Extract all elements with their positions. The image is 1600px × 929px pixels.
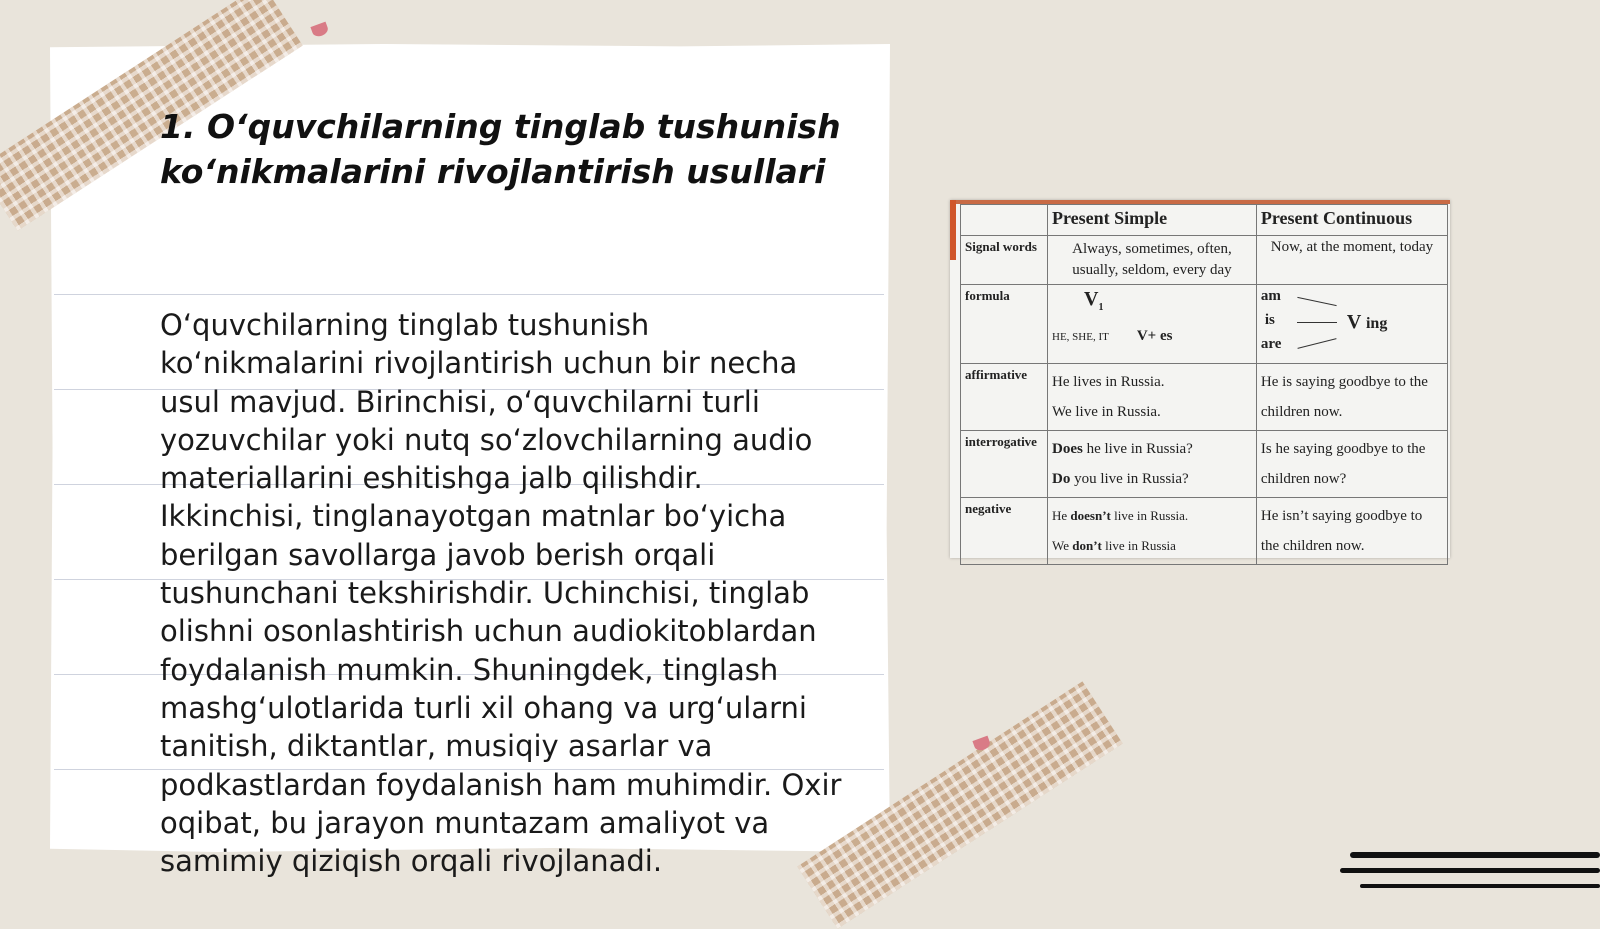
- example-line: We don’t live in Russia: [1052, 538, 1176, 553]
- arrow-icon: [1297, 322, 1337, 323]
- example-line: Do you live in Russia?: [1052, 471, 1189, 487]
- formula-continuous: [1256, 285, 1447, 364]
- header-present-simple: Present Simple: [1048, 205, 1257, 236]
- brush-stroke: [1340, 868, 1600, 873]
- row-label-negative: negative: [961, 498, 1048, 565]
- paper-rule: [54, 294, 884, 295]
- row-label-affirmative: affirmative: [961, 364, 1048, 431]
- grammar-table-image: [950, 200, 1450, 558]
- row-label-interrogative: interrogative: [961, 431, 1048, 498]
- header-empty: [961, 205, 1048, 236]
- formula-am: am: [1260, 288, 1281, 304]
- formula-are: are: [1260, 336, 1282, 352]
- brush-stroke: [1360, 884, 1600, 888]
- slide-title: 1. O‘quvchilarning tinglab tushunish ko‘nikmalarini rivojlantirish usullari: [160, 107, 841, 191]
- formula-v-ing: V ing: [1346, 311, 1388, 333]
- negative-simple: [1048, 498, 1257, 565]
- tense-comparison-table: [960, 204, 1448, 565]
- heart-sticker: [310, 22, 329, 39]
- table-header-row: [961, 205, 1448, 236]
- example-line: He lives in Russia.: [1052, 374, 1165, 390]
- signal-continuous: Now, at the moment, today: [1256, 236, 1447, 285]
- brush-stroke: [1350, 852, 1600, 858]
- negative-continuous: He isn’t saying goodbye to the children now.: [1256, 498, 1447, 565]
- affirmative-simple: [1048, 364, 1257, 431]
- formula-is: is: [1264, 312, 1275, 328]
- row-label-formula: formula: [961, 285, 1048, 364]
- interrogative-simple: [1048, 431, 1257, 498]
- formula-v1: $V_1$: [1084, 288, 1104, 313]
- example-line: He doesn’t live in Russia.: [1052, 508, 1189, 523]
- affirmative-continuous: He is saying goodbye to the children now.: [1256, 364, 1447, 431]
- signal-simple: Always, sometimes, often, usually, seldom, every day: [1048, 236, 1257, 285]
- table-row: [961, 431, 1448, 498]
- formula-simple: [1048, 285, 1257, 364]
- example-line: Does he live in Russia?: [1052, 441, 1193, 457]
- table-accent: [950, 200, 956, 260]
- row-label-signal: Signal words: [961, 236, 1048, 285]
- table-row: [961, 364, 1448, 431]
- table-row: [961, 236, 1448, 285]
- formula-he-she-it: HE, SHE, IT V+ es: [1052, 328, 1173, 344]
- slide-body-text: O‘quvchilarning tinglab tushunish ko‘nikmalarini rivojlantirish uchun bir necha usul mavjud. Birinchisi, o‘quvchilarni turli yozuvchilar yoki nutq so‘zlovchilarning audio materiallarini eshitishga jalb qilishdir. Ikkinchisi, tinglanayotgan matnlar bo‘yicha berilgan savollarga javob berish orqali tushunchani tekshirishdir. Uchinchisi, tinglab olishni osonlashtirish uchun audiokitoblardan foydalanish mumkin. Shuningdek, tinglash mashg‘ulotlarida turli xil ohang va urg‘ularni tanitish, diktantlar, musiqiy asarlar va podkastlardan foydalanish ham muhimdir. Oxir oqibat, bu jarayon muntazam amaliyot va samimiy qiziqish orqali rivojlanadi.: [160, 308, 842, 879]
- interrogative-continuous: Is he saying goodbye to the children now?: [1256, 431, 1447, 498]
- header-present-continuous: Present Continuous: [1256, 205, 1447, 236]
- table-row: [961, 285, 1448, 364]
- table-row: [961, 498, 1448, 565]
- example-line: We live in Russia.: [1052, 404, 1161, 420]
